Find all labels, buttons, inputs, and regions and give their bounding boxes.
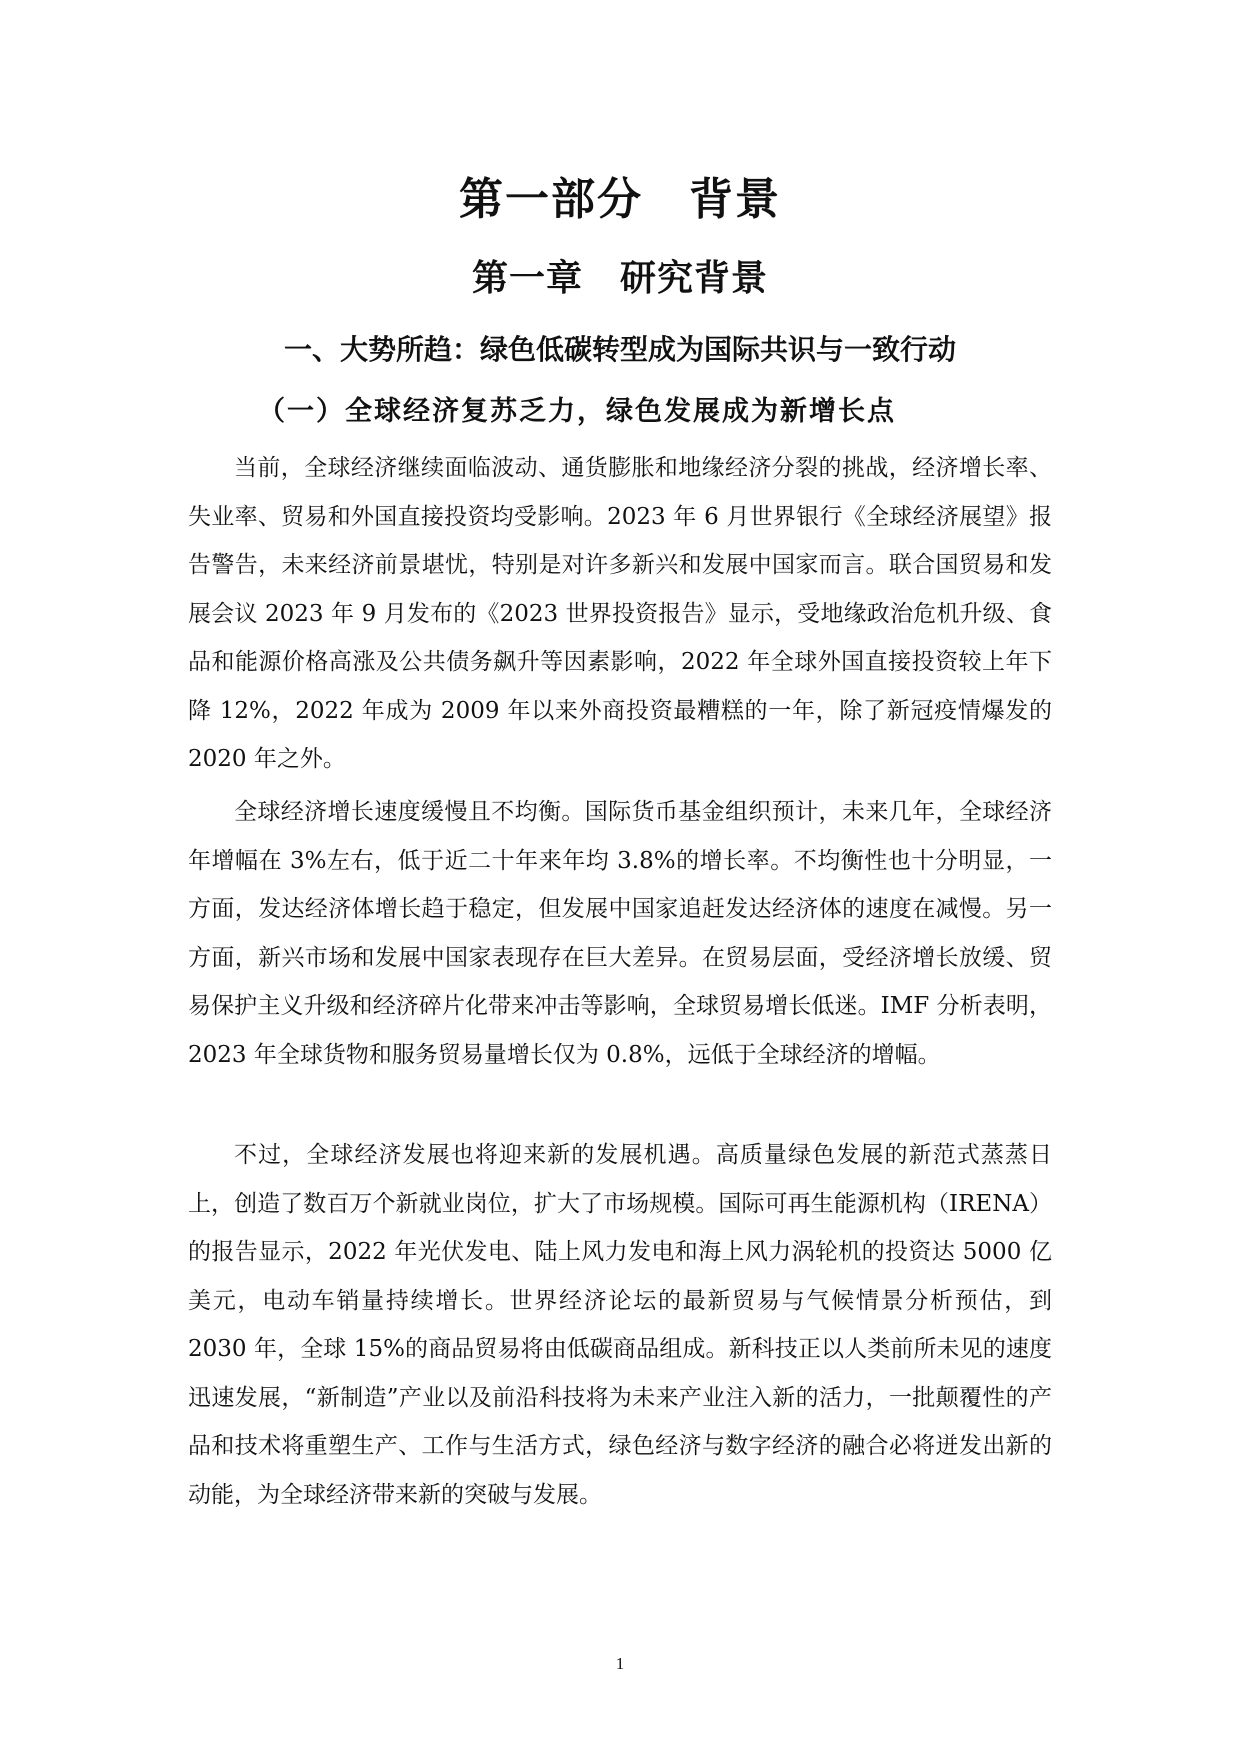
body-paragraph-1: 当前，全球经济继续面临波动、通货膨胀和地缘经济分裂的挑战，经济增长率、失业率、贸易和外国直接投资均受影响。2023 年 6 月世界银行《全球经济展望》报告警告，未来经济前景堪忧，特别是对许多新兴和发展中国家而言。联合国贸易和发展会议 2023 年 9 月发布的《2023 世界投资报告》显示，受地缘政治危机升级、食品和能源价格高涨及公共债务飙升等因素影响，2022 年全球外国直接投资较上年下降 12%，2022 年成为 2009 年以来外商投资最糟糕的一年，除了新冠疫情爆发的 2020 年之外。 [188,455,1052,772]
body-paragraph-3: 不过，全球经济发展也将迎来新的发展机遇。高质量绿色发展的新范式蒸蒸日上，创造了数百万个新就业岗位，扩大了市场规模。国际可再生能源机构（IRENA）的报告显示，2022 年光伏发电、陆上风力发电和海上风力涡轮机的投资达 5000 亿美元，电动车销量持续增长。世界经济论坛的最新贸易与气候情景分析预估，到 2030 年，全球 15%的商品贸易将由低碳商品组成。新科技正以人类前所未见的速度迅速发展，“新制造”产业以及前沿科技将为未来产业注入新的活力，一批颠覆性的产品和技术将重塑生产、工作与生活方式，绿色经济与数字经济的融合必将迸发出新的动能，为全球经济带来新的突破与发展。 [188,1142,1052,1508]
chapter-title: 第一章 研究背景 [471,258,768,299]
section-title: 一、大势所趋：绿色低碳转型成为国际共识与一致行动 [283,333,956,366]
part-title: 第一部分 背景 [459,174,781,225]
page-number: 1 [615,1654,625,1673]
body-paragraph-2: 全球经济增长速度缓慢且不均衡。国际货币基金组织预计，未来几年，全球经济年增幅在 3%左右，低于近二十年来年均 3.8%的增长率。不均衡性也十分明显，一方面，发达经济体增长趋于稳定，但发展中国家追赶发达经济体的速度在减慢。另一方面，新兴市场和发展中国家表现存在巨大差异。在贸易层面，受经济增长放缓、贸易保护主义升级和经济碎片化带来冲击等影响，全球贸易增长低迷。IMF 分析表明，2023 年全球货物和服务贸易量增长仅为 0.8%，远低于全球经济的增幅。 [188,799,1052,1068]
subsection-title: （一）全球经济复苏乏力，绿色发展成为新增长点 [258,396,896,427]
